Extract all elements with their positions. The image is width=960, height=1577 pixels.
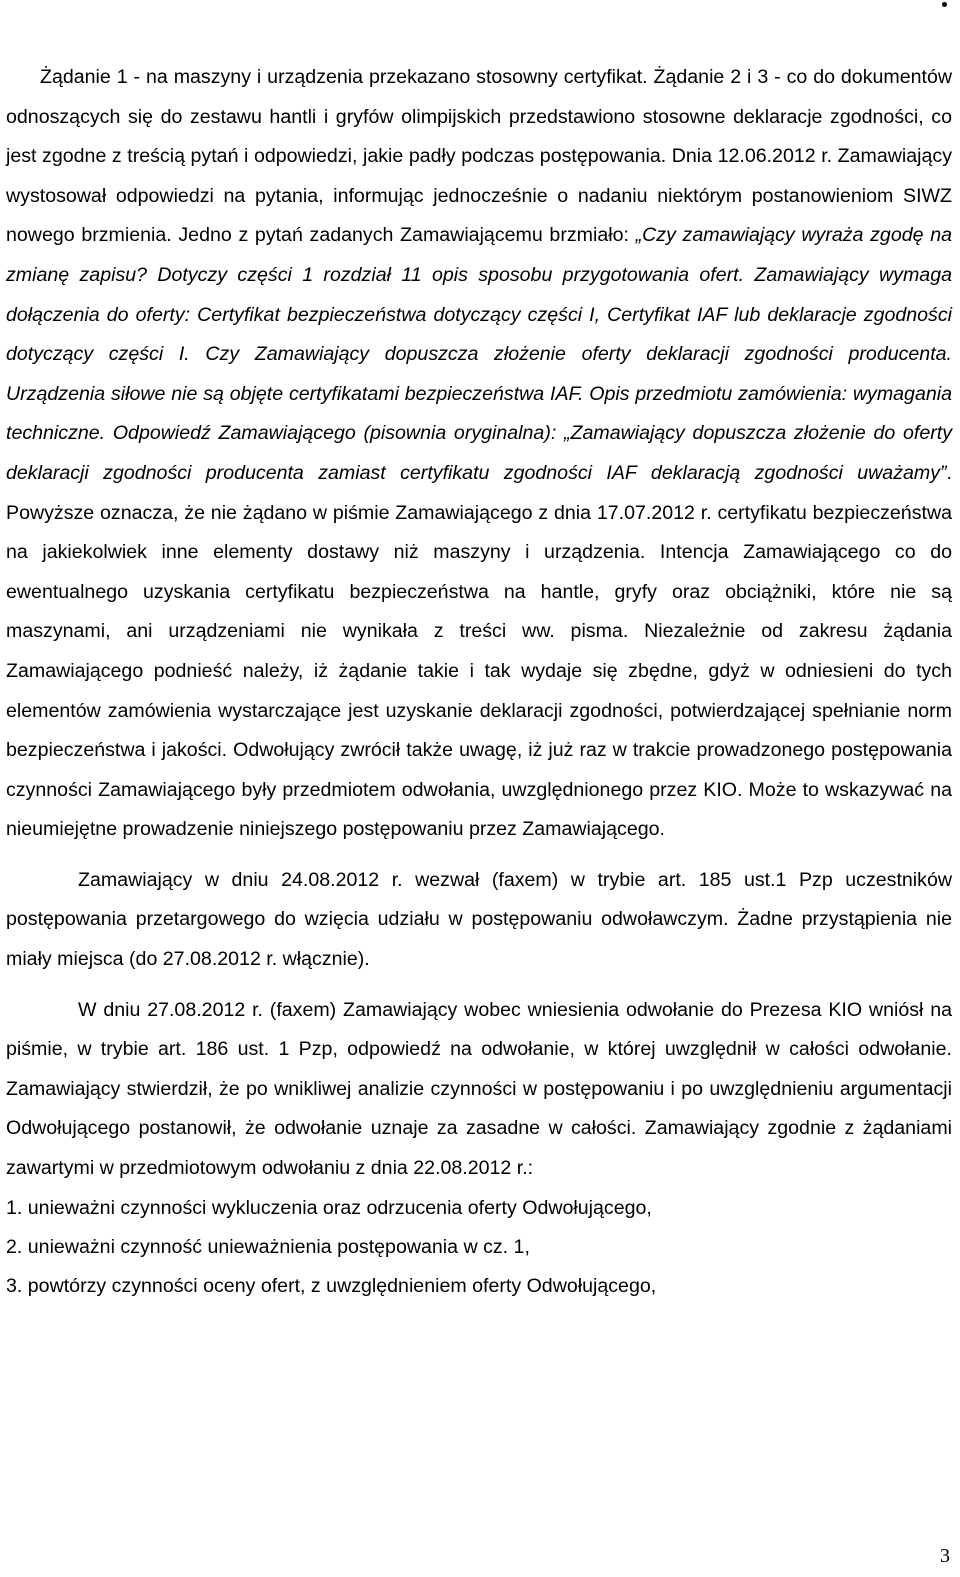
bullet-dot-icon — [942, 2, 947, 7]
document-body — [6, 58, 952, 1306]
paragraph-1-quote: „Czy zamawiający wyraża zgodę na zmianę zapisu? Dotyczy części 1 rozdział 11 opis sposobu przygotowania ofert. Zamawiający wymaga dołączenia do oferty: Certyfikat bezpieczeństwa dotyczący części I, Certyfikat IAF lub deklaracje zgodności dotyczący części I. Czy Zamawiający dopuszcza złożenie oferty deklaracji zgodności producenta. Urządzenia siłowe nie są objęte certyfikatami bezpieczeństwa IAF. Opis przedmiotu zamówienia: wymagania techniczne. Odpowiedź Zamawiającego (pisownia oryginalna): „Zamawiający dopuszcza złożenie do oferty deklaracji zgodności producenta zamiast certyfikatu zgodności IAF deklaracją zgodności uważamy” — [6, 224, 952, 484]
paragraph-gap — [6, 980, 952, 991]
paragraph-1-text-c: . Powyższe oznacza, że nie żądano w piśmie Zamawiającego z dnia 17.07.2012 r. certyfikatu bezpieczeństwa na jakiekolwiek inne elementy dostawy niż maszyny i urządzenia. Intencja Zamawiającego co do ewentualnego uzyskania certyfikatu bezpieczeństwa na hantle, gryfy oraz obciążniki, które nie są maszynami, ani urządzeniami nie wynikała z treści ww. pisma. Niezależnie od zakresu żądania Zamawiającego podnieść należy, iż żądanie takie i tak wydaje się zbędne, gdyż w odniesieni do tych elementów zamówienia wystarczające jest uzyskanie deklaracji zgodności, potwierdzającej spełnianie norm bezpieczeństwa i jakości. Odwołujący zwrócił także uwagę, iż już raz w trakcie prowadzonego postępowania czynności Zamawiającego były przedmiotem odwołania, uwzględnionego przez KIO. Może to wskazywać na nieumiejętne prowadzenie niniejszego postępowaniu przez Zamawiającego. — [6, 461, 952, 841]
paragraph-gap — [6, 850, 952, 861]
page-number: 3 — [940, 1545, 950, 1567]
paragraph-1-text-a: Żądanie 1 - na maszyny i urządzenia przekazano stosowny certyfikat. Żądanie 2 i 3 - co do dokumentów odnoszących się do zestawu hantli i gryfów olimpijskich przedstawiono stosowne deklaracje zgodności, co jest zgodne z treścią pytań i odpowiedzi, jakie padły podczas postępowania. Dnia 12.06.2012 r. Zamawiający wystosował odpowiedzi na pytania, informując jednocześnie o nadaniu niektórym postanowieniom SIWZ nowego brzmienia. Jedno z pytań zadanych Zamawiającemu brzmiało: — [6, 66, 952, 247]
list-item: 3. powtórzy czynności oceny ofert, z uwzględnieniem oferty Odwołującego, — [6, 1274, 657, 1297]
paragraph-2: Zamawiający w dniu 24.08.2012 r. wezwał (faxem) w trybie art. 185 ust.1 Pzp uczestników postępowania przetargowego do wzięcia udziału w postępowaniu odwoławczym. Żadne przystąpienia nie miały miejsca (do 27.08.2012 r. włącznie). — [6, 868, 952, 971]
list-item: 1. unieważni czynności wykluczenia oraz odrzucenia oferty Odwołującego, — [6, 1196, 652, 1219]
list-item: 2. unieważni czynność unieważnienia postępowania w cz. 1, — [6, 1235, 530, 1258]
paragraph-3: W dniu 27.08.2012 r. (faxem) Zamawiający wobec wniesienia odwołanie do Prezesa KIO wniósł na piśmie, w trybie art. 186 ust. 1 Pzp, odpowiedź na odwołanie, w której uwzględnił w całości odwołanie. Zamawiający stwierdził, że po wnikliwej analizie czynności w postępowaniu i po uwzględnieniu argumentacji Odwołującego postanowił, że odwołanie uznaje za zasadne w całości. Zamawiający zgodnie z żądaniami zawartymi w przedmiotowym odwołaniu z dnia 22.08.2012 r.: — [6, 998, 952, 1180]
paragraph-1 — [6, 58, 952, 850]
decision-list — [6, 1189, 952, 1306]
